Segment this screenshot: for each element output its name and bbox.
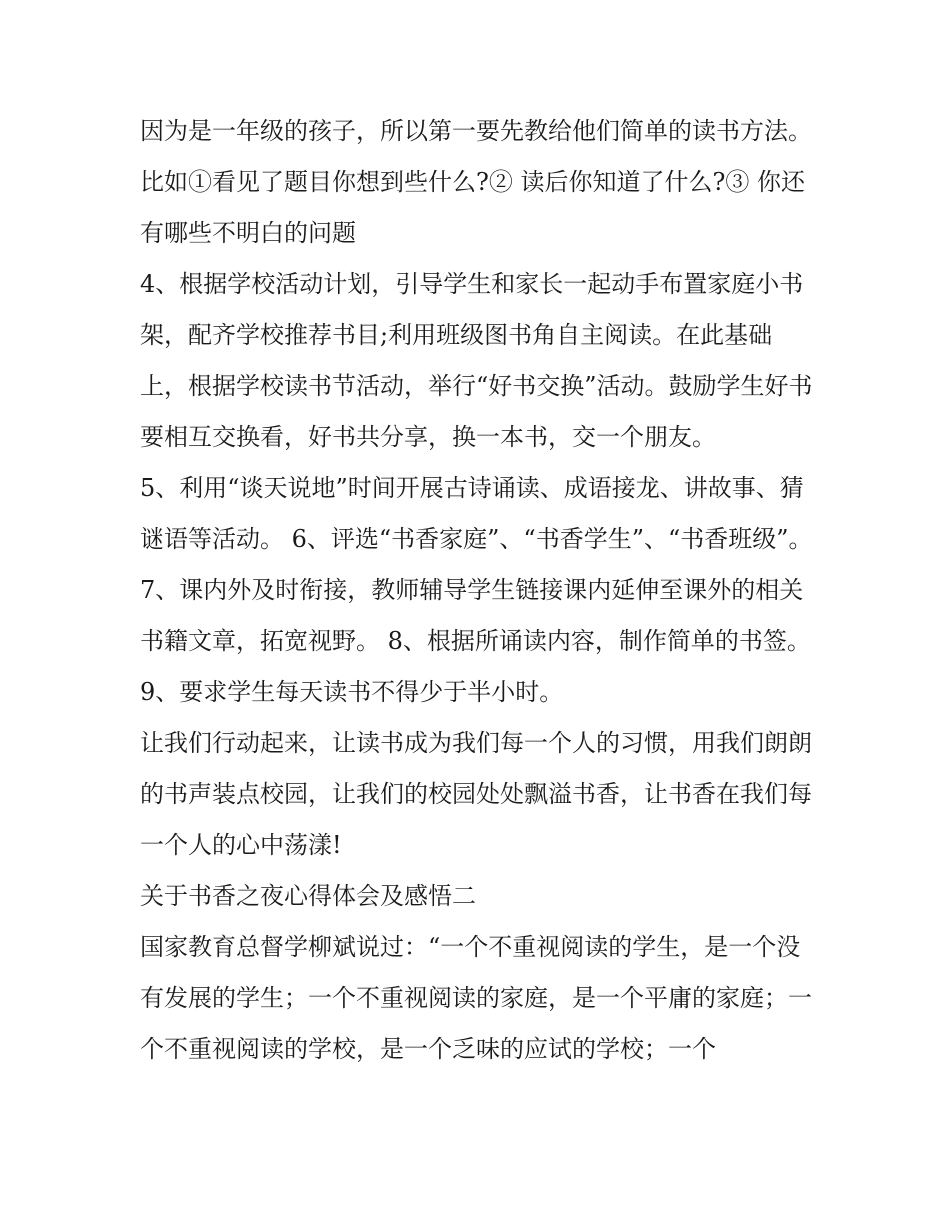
paragraph-item-7-9: 7、课内外及时衔接，教师辅导学生链接课内延伸至课外的相关书籍文章，拓宽视野。 8、根据所诵读内容，制作简单的书签。 9、要求学生每天读书不得少于半小时。 xyxy=(140,576,811,706)
paragraph-item-4: 4、根据学校活动计划，引导学生和家长一起动手布置家庭小书架，配齐学校推荐书目;利用班级图书角自主阅读。在此基础上，根据学校读书节活动，举行“好书交换”活动。鼓励学生好书要相互交换看，好书共分享，换一本书，交一个朋友。 xyxy=(140,270,813,451)
paragraph-quote: 国家教育总督学柳斌说过：“一个不重视阅读的学生，是一个没有发展的学生；一个不重视阅读的家庭，是一个平庸的家庭；一个不重视阅读的学校，是一个乏味的应试的学校；一个 xyxy=(140,933,812,1063)
paragraph-reading-method: 因为是一年级的孩子，所以第一要先教给他们简单的读书方法。比如①看见了题目你想到些什么?② 读后你知道了什么?③ 你还有哪些不明白的问题 xyxy=(140,117,812,247)
paragraph-item-5-6: 5、利用“谈天说地”时间开展古诗诵读、成语接龙、讲故事、猜谜语等活动。 6、评选“书香家庭”、“书香学生”、“书香班级”。 xyxy=(140,474,813,553)
section-heading: 关于书香之夜心得体会及感悟二 xyxy=(140,882,476,910)
document-body xyxy=(140,106,820,1075)
paragraph-call-to-action: 让我们行动起来，让读书成为我们每一个人的习惯，用我们朗朗的书声装点校园，让我们的校园处处飘溢书香，让书香在我们每一个人的心中荡漾! xyxy=(140,729,812,859)
